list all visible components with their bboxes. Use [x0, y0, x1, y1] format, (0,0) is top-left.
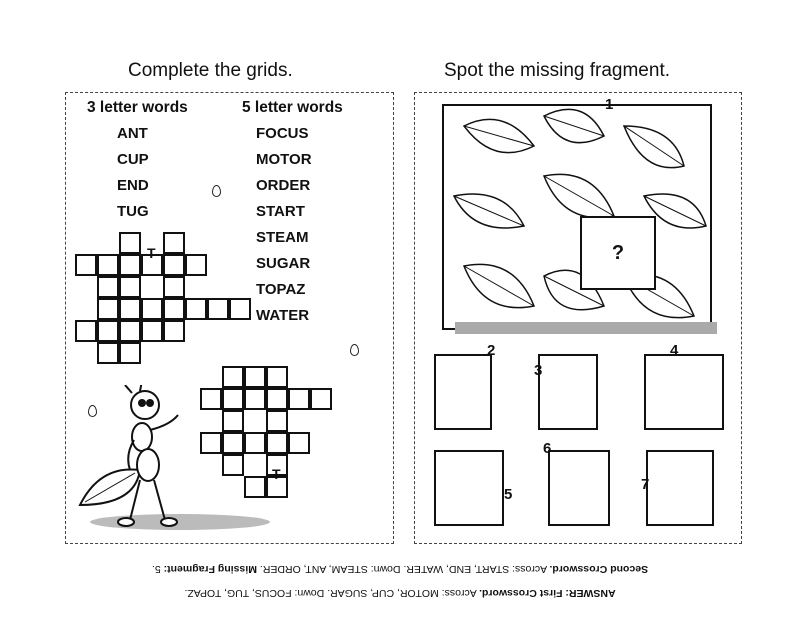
- grid-cell[interactable]: [163, 276, 185, 298]
- grid-cell[interactable]: [288, 388, 310, 410]
- word-item: START: [256, 203, 305, 220]
- grid-cell[interactable]: [119, 320, 141, 342]
- grid-cell[interactable]: [141, 298, 163, 320]
- raindrop-icon: [88, 405, 97, 417]
- fragment-option-5[interactable]: [434, 450, 504, 526]
- fragment-option-4[interactable]: [644, 354, 724, 430]
- grid-cell[interactable]: [141, 320, 163, 342]
- grid-cell[interactable]: [119, 232, 141, 254]
- grid-cell[interactable]: [163, 298, 185, 320]
- word-item: TUG: [117, 203, 149, 220]
- grid-cell[interactable]: [75, 320, 97, 342]
- grid-cell[interactable]: [97, 298, 119, 320]
- fragment-number: 1: [605, 96, 614, 113]
- grid-cell[interactable]: [185, 254, 207, 276]
- grid-cell[interactable]: [119, 254, 141, 276]
- answer-line-1: [0, 587, 800, 599]
- answer-label: ANSWER:: [565, 587, 616, 599]
- grid2-letter: T: [272, 466, 281, 482]
- fragment-option-6[interactable]: [548, 450, 610, 526]
- word-item: ANT: [117, 125, 148, 142]
- word-item: SUGAR: [256, 255, 311, 272]
- missing-fragment-label: Missing Fragment:: [163, 563, 257, 575]
- grid-cell[interactable]: [229, 298, 251, 320]
- five-letter-words: [242, 95, 343, 329]
- three-letter-words: [87, 95, 188, 225]
- second-crossword-text: Across: START, END, WATER. Down: STEAM, ANT, ORDER.: [259, 563, 548, 575]
- second-crossword-label: Second Crossword.: [549, 563, 649, 575]
- word-item: END: [117, 177, 149, 194]
- missing-fragment-value: 5.: [151, 563, 161, 575]
- leaf-pattern: [444, 106, 710, 328]
- grid-cell[interactable]: [119, 298, 141, 320]
- word-item: MOTOR: [256, 151, 312, 168]
- word-item: STEAM: [256, 229, 309, 246]
- grid-cell[interactable]: [310, 388, 332, 410]
- grid-cell[interactable]: [75, 254, 97, 276]
- fragment-number: 3: [534, 362, 543, 379]
- fragment-number: 2: [487, 342, 496, 359]
- grid-cell[interactable]: [97, 342, 119, 364]
- grid-cell[interactable]: [163, 232, 185, 254]
- grid-cell[interactable]: [119, 342, 141, 364]
- fragment-number: 4: [670, 342, 679, 359]
- raindrop-icon: [350, 344, 359, 356]
- right-title: Spot the missing fragment.: [444, 60, 670, 81]
- grid-cell[interactable]: [163, 254, 185, 276]
- word-item: WATER: [256, 307, 310, 324]
- ant-illustration: [70, 385, 270, 535]
- grid1-letter: T: [147, 245, 156, 261]
- three-letter-header: 3 letter words: [87, 99, 188, 116]
- grid-cell[interactable]: [119, 276, 141, 298]
- grid-cell[interactable]: [185, 298, 207, 320]
- pattern-shadow: [455, 322, 717, 334]
- main-pattern-square: [442, 104, 712, 330]
- five-letter-header: 5 letter words: [242, 99, 343, 116]
- word-item: CUP: [117, 151, 149, 168]
- fragment-option-3[interactable]: [538, 354, 598, 430]
- grid-cell[interactable]: [97, 320, 119, 342]
- fragment-number: 6: [543, 440, 552, 457]
- fragment-number: 5: [504, 486, 513, 503]
- first-crossword-label: First Crossword.: [479, 587, 563, 599]
- grid-cell[interactable]: [207, 298, 229, 320]
- fragment-option-7[interactable]: [646, 450, 714, 526]
- word-item: TOPAZ: [256, 281, 306, 298]
- left-title: Complete the grids.: [128, 60, 293, 81]
- fragment-number: 7: [641, 476, 650, 493]
- grid-cell[interactable]: [97, 276, 119, 298]
- raindrop-icon: [212, 185, 221, 197]
- first-crossword-text: Across: MOTOR, CUP, SUGAR. Down: FOCUS, TUG, TOPAZ.: [184, 587, 477, 599]
- grid-cell[interactable]: [97, 254, 119, 276]
- answer-line-2: [0, 563, 800, 575]
- fragment-option-2[interactable]: [434, 354, 492, 430]
- word-item: ORDER: [256, 177, 311, 194]
- grid-cell[interactable]: [163, 320, 185, 342]
- grid-cell[interactable]: [288, 432, 310, 454]
- missing-fragment-box: ?: [580, 216, 656, 290]
- word-item: FOCUS: [256, 125, 309, 142]
